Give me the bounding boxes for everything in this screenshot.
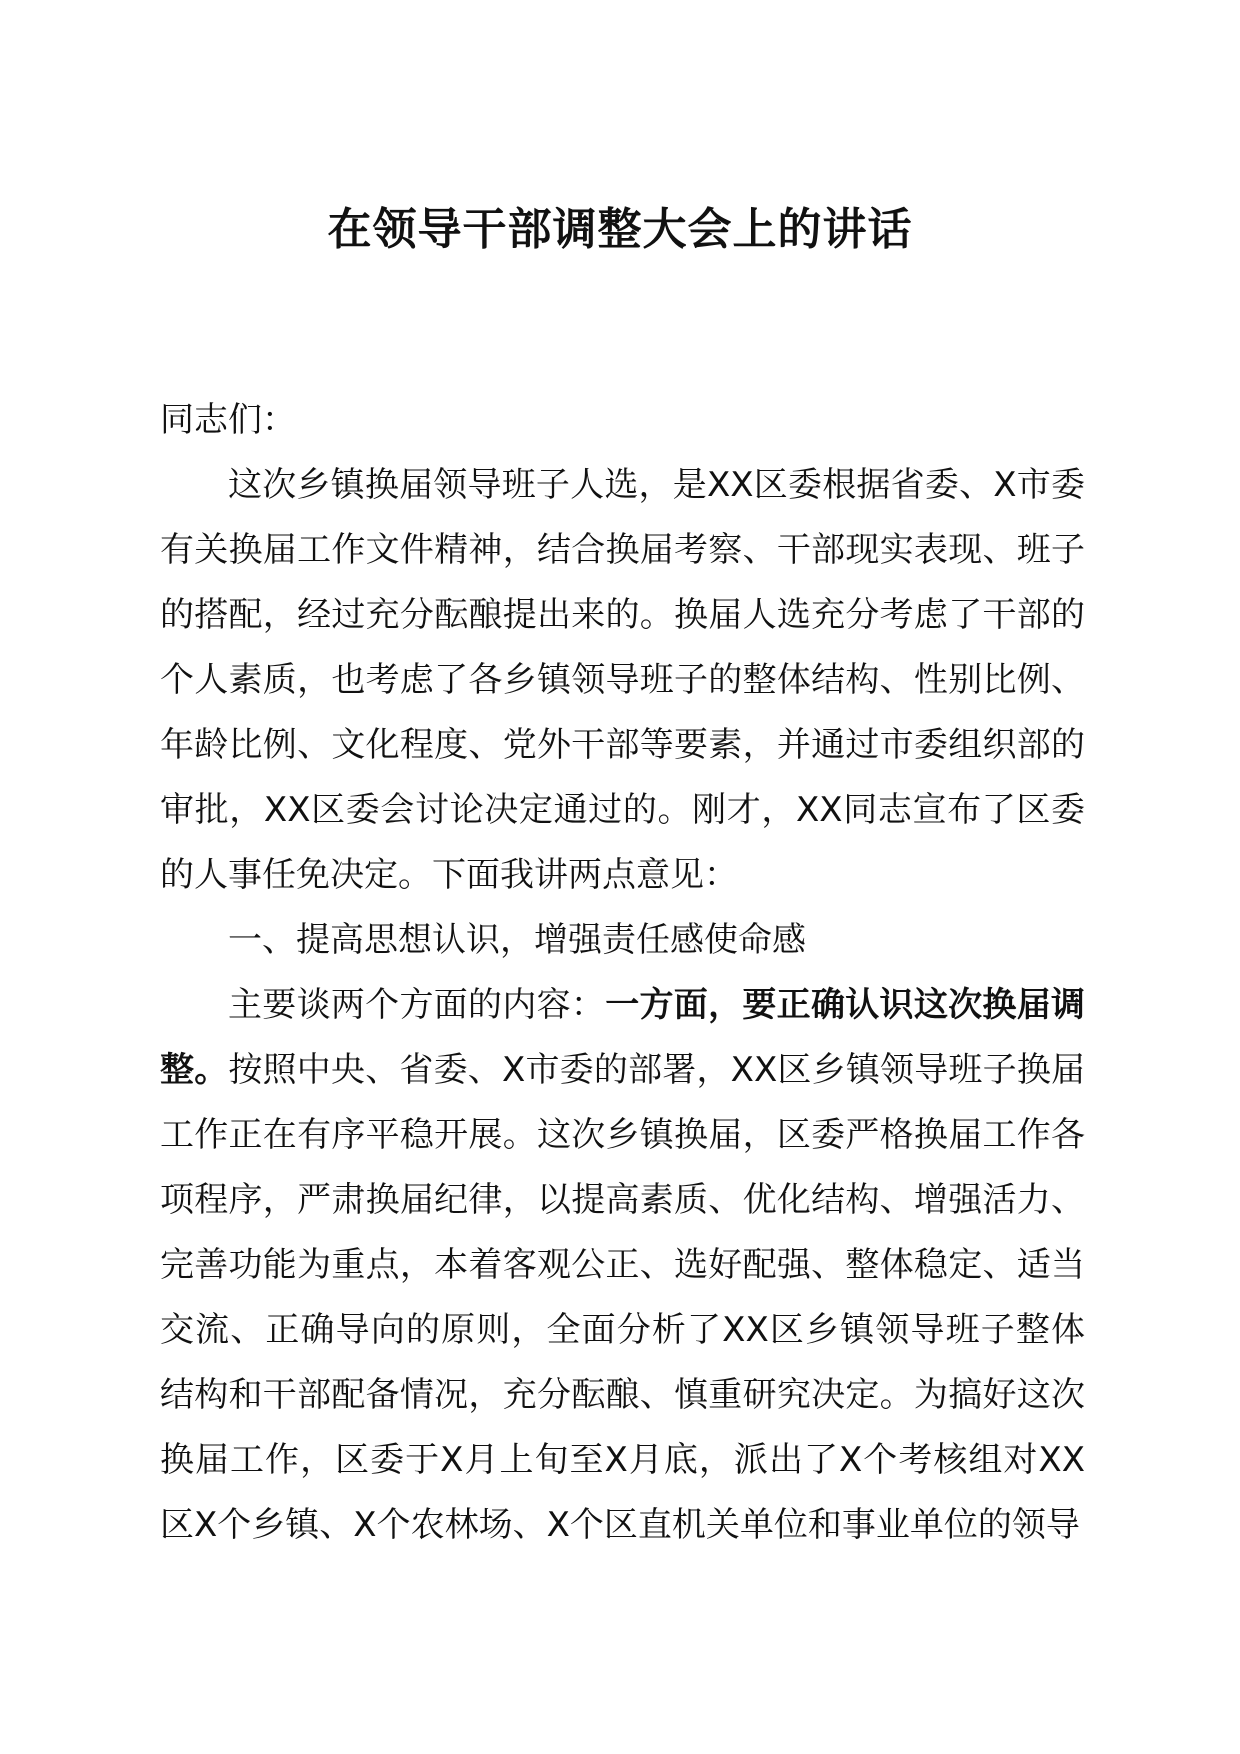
section-heading-1: 一、提高思想认识，增强责任感使命感 bbox=[228, 920, 806, 960]
document-title: 在领导干部调整大会上的讲话 bbox=[327, 204, 913, 255]
paragraph-bold-text: 一方面，要正确认识这次换届调整。 bbox=[160, 985, 1086, 1090]
paragraph-lead-text: 主要谈两个方面的内容： bbox=[228, 985, 606, 1025]
paragraph-intro: 这次乡镇换届领导班子人选，是XX区委根据省委、X市委有关换届工作文件精神，结合换届考察、干部现实表现、班子的搭配，经过充分酝酿提出来的。换届人选充分考虑了干部的个人素质，也考虑了各乡镇领导班子的整体结构、性别比例、年龄比例、文化程度、党外干部等要素，并通过市委组织部的审批，XX区委会讨论决定通过的。刚才，XX同志宣布了区委的人事任免决定。下面我讲两点意见： bbox=[160, 465, 1085, 895]
document-body bbox=[160, 388, 1085, 1558]
salutation: 同志们： bbox=[160, 400, 296, 440]
paragraph-body-text: 按照中央、省委、X市委的部署，XX区乡镇领导班子换届工作正在有序平稳开展。这次乡镇换届，区委严格换届工作各项程序，严肃换届纪律，以提高素质、优化结构、增强活力、完善功能为重点，本着客观公正、选好配强、整体稳定、适当交流、正确导向的原则，全面分析了XX区乡镇领导班子整体结构和干部配备情况，充分酝酿、慎重研究决定。为搞好这次换届工作，区委于X月上旬至X月底，派出了X个考核组对XX区X个乡镇、X个农林场、X个区直机关单位和事业单位的领导 bbox=[160, 1050, 1086, 1545]
paragraph-section-1 bbox=[160, 973, 1085, 1558]
